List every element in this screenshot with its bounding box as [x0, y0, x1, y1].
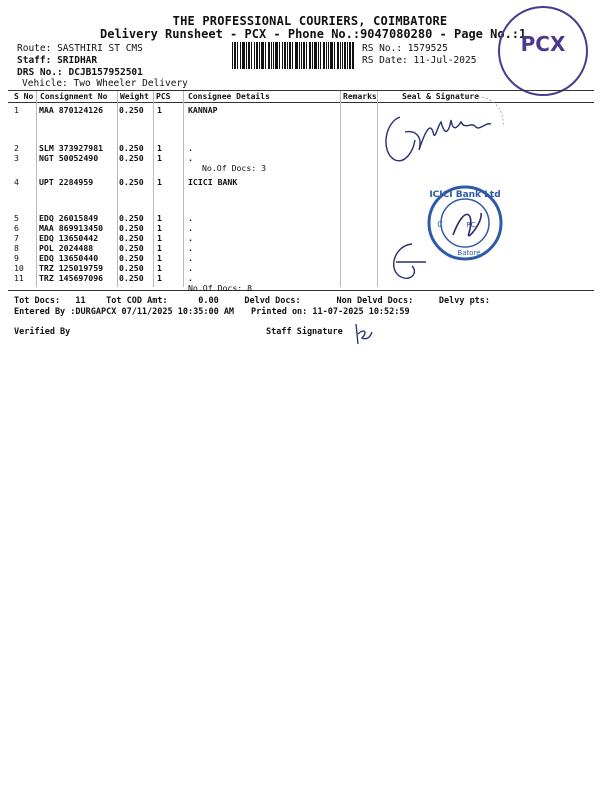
rs-no-label: RS No.:: [362, 43, 403, 54]
row-pcs: 1: [157, 177, 162, 187]
row-sno: 7: [14, 233, 19, 243]
row-consignee: .: [188, 143, 193, 153]
row-weight: 0.250: [119, 273, 144, 283]
row-pcs: 1: [157, 273, 162, 283]
row-sno: 2: [14, 143, 19, 153]
row-consignee: .: [188, 153, 193, 163]
vehicle-value: Two Wheeler Delivery: [73, 78, 188, 89]
row-weight: 0.250: [119, 153, 144, 163]
bank-stamp-left: C: [437, 220, 443, 229]
drs-line: [17, 67, 143, 78]
row-weight: 0.250: [119, 177, 144, 187]
handwritten-signature: [375, 92, 515, 167]
row-pcs: 1: [157, 243, 162, 253]
row-pcs: 1: [157, 105, 162, 115]
staff-label: Staff:: [17, 55, 52, 66]
row-weight: 0.250: [119, 263, 144, 273]
staff-signature-mark: [350, 320, 376, 350]
row-consignee: .: [188, 243, 193, 253]
row-consignment: EDQ 13650442: [39, 233, 99, 243]
row-weight: 0.250: [119, 143, 144, 153]
row-weight: 0.250: [119, 243, 144, 253]
row-pcs: 1: [157, 143, 162, 153]
printed-on: Printed on: 11-07-2025 10:52:59: [251, 307, 410, 317]
row-consignee: .: [188, 223, 193, 233]
row-sno: 10: [14, 263, 24, 273]
pcx-stamp-text: PCX: [520, 32, 566, 56]
table-bottom-rule: [8, 290, 594, 291]
group-note: No.Of Docs: 3: [202, 163, 267, 173]
row-consignment: MAA 870124126: [39, 105, 104, 115]
column-header-sno: S No: [14, 92, 34, 101]
row-pcs: 1: [157, 253, 162, 263]
vehicle-line: [22, 78, 188, 89]
bank-stamp: [425, 183, 505, 263]
pcx-stamp: [498, 6, 588, 96]
row-sno: 8: [14, 243, 19, 253]
column-header-remarks: Remarks: [343, 92, 377, 101]
row-sno: 6: [14, 223, 19, 233]
row-consignee: .: [188, 263, 193, 273]
row-pcs: 1: [157, 153, 162, 163]
delvd-docs-label: Delvd Docs:: [244, 296, 301, 306]
row-consignee: .: [188, 253, 193, 263]
bank-stamp-bottom: Batore: [457, 249, 481, 257]
row-consignment: EDQ 26015849: [39, 213, 99, 223]
row-sno: 3: [14, 153, 19, 163]
row-consignment: TRZ 145697096: [39, 273, 104, 283]
route-value: SASTHIRI ST CMS: [57, 43, 143, 54]
column-divider: [117, 91, 118, 287]
row-consignment: NGT 50052490: [39, 153, 99, 163]
bank-stamp-middle: RC: [466, 221, 476, 229]
staff-signature-label: Staff Signature: [266, 327, 343, 337]
column-header-seal: Seal & Signature: [402, 92, 480, 101]
row-consignment: TRZ 125019759: [39, 263, 104, 273]
row-consignee: KANNAP: [188, 105, 218, 115]
row-weight: 0.250: [119, 233, 144, 243]
column-divider: [340, 91, 341, 287]
row-pcs: 1: [157, 263, 162, 273]
row-consignment: UPT 2284959: [39, 177, 94, 187]
entered-by: Entered By :DURGAPCX 07/11/2025 10:35:00 AM: [14, 307, 235, 317]
rs-date-value: 11-Jul-2025: [413, 55, 477, 66]
row-consignment: SLM 373927981: [39, 143, 104, 153]
route-line: [17, 43, 143, 54]
verified-by: Verified By: [14, 327, 71, 337]
row-pcs: 1: [157, 223, 162, 233]
non-delvd-docs-label: Non Delvd Docs:: [336, 296, 414, 306]
row-weight: 0.250: [119, 213, 144, 223]
bank-stamp-top: ICICI Bank Ltd: [429, 190, 501, 200]
vehicle-label: Vehicle:: [22, 78, 68, 89]
row-sno: 9: [14, 253, 19, 263]
row-weight: 0.250: [119, 105, 144, 115]
barcode-image: [232, 42, 354, 69]
row-weight: 0.250: [119, 223, 144, 233]
row-consignment: EDQ 13650440: [39, 253, 99, 263]
document-subtitle: Delivery Runsheet - PCX - Phone No.:9047080280 - Page No.:1: [100, 27, 527, 41]
route-label: Route:: [17, 43, 52, 54]
row-consignee: .: [188, 233, 193, 243]
handwritten-mark: [382, 236, 432, 284]
row-weight: 0.250: [119, 253, 144, 263]
rs-no-line: [362, 43, 448, 54]
row-consignee: .: [188, 273, 193, 283]
column-divider: [153, 91, 154, 287]
table-top-rule: [8, 90, 594, 91]
column-divider: [183, 91, 184, 287]
drs-value: DCJB157952501: [68, 67, 143, 78]
rs-date-line: [362, 55, 476, 66]
group-note: No.Of Docs: 8: [188, 283, 253, 293]
row-consignee: ICICI BANK: [188, 177, 238, 187]
rs-date-label: RS Date:: [362, 55, 408, 66]
column-divider: [36, 91, 37, 287]
staff-value: SRIDHAR: [57, 55, 98, 66]
column-header-pcs: PCS: [156, 92, 171, 101]
tot-cod-label: Tot COD Amt:: [106, 296, 168, 306]
row-pcs: 1: [157, 233, 162, 243]
rs-no-value: 1579525: [407, 43, 448, 54]
row-consignee: .: [188, 213, 193, 223]
totals-line: [14, 296, 490, 306]
row-pcs: 1: [157, 213, 162, 223]
drs-label: DRS No.:: [17, 67, 63, 78]
row-sno: 11: [14, 273, 24, 283]
tot-docs-label: Tot Docs:: [14, 296, 61, 306]
delvy-pts-label: Delvy pts:: [438, 296, 491, 306]
column-header-consignee: Consignee Details: [188, 92, 270, 101]
row-consignment: POL 2024488: [39, 243, 94, 253]
staff-line: [17, 55, 97, 66]
tot-cod-value: 0.00: [198, 296, 219, 306]
row-sno: 1: [14, 105, 19, 115]
row-sno: 4: [14, 177, 19, 187]
document-title: THE PROFESSIONAL COURIERS, COIMBATORE: [172, 14, 448, 28]
tot-docs-value: 11: [75, 296, 86, 306]
column-header-consignment: Consignment No: [40, 92, 108, 101]
row-consignment: MAA 869913450: [39, 223, 104, 233]
row-sno: 5: [14, 213, 19, 223]
column-header-weight: Weight: [120, 92, 149, 101]
